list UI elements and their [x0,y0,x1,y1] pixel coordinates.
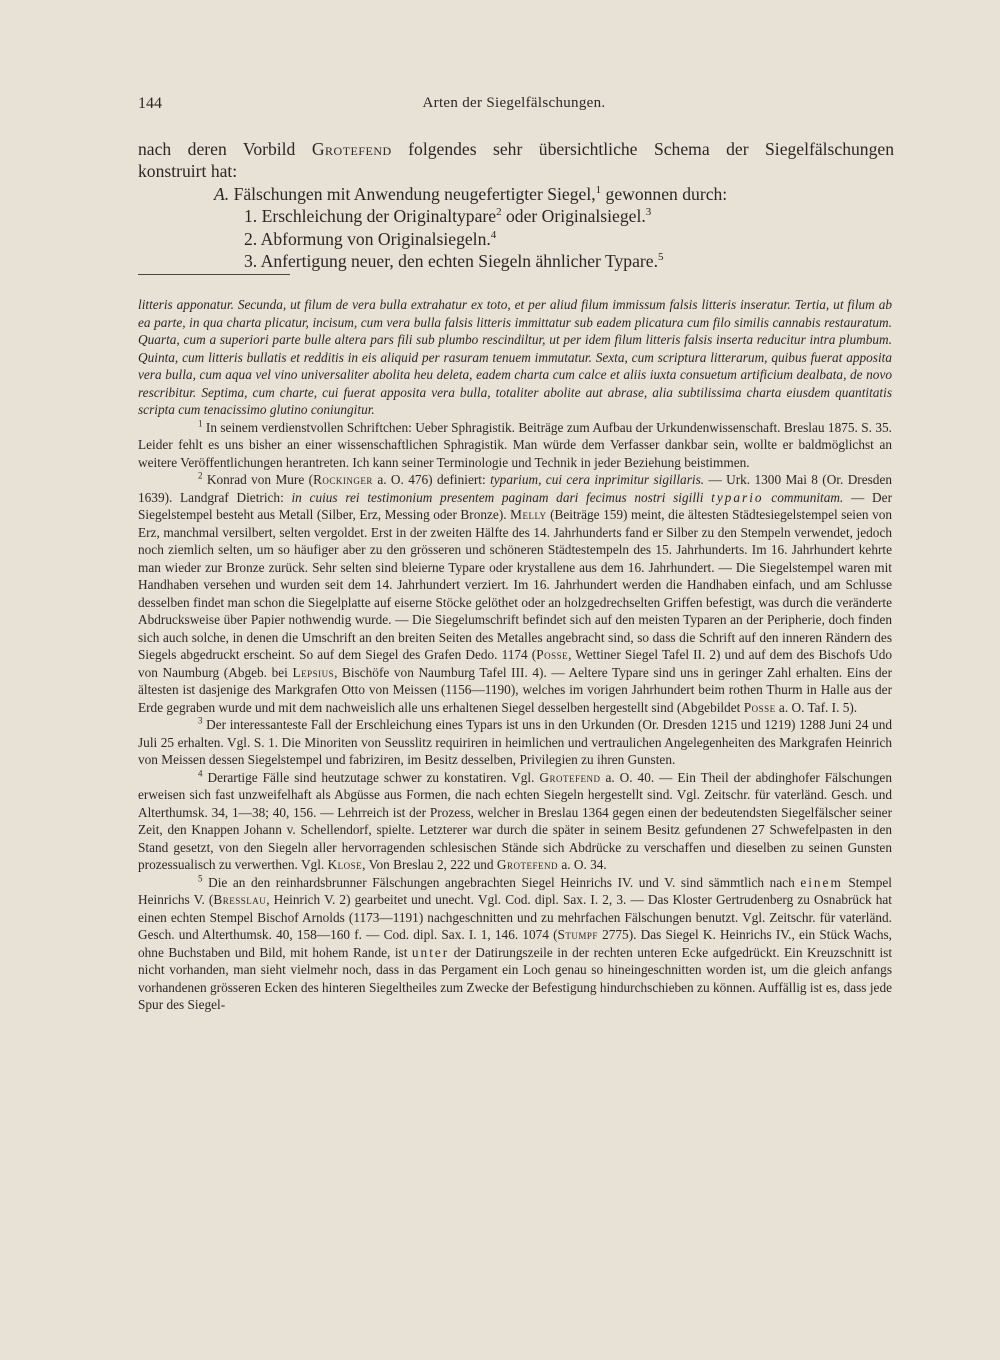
footnote-2-text-g: , Bischöfe von Naumburg Tafel III. 4). — Aeltere Typare sind uns in geringer Zahl erhalten. Eins der ältesten ist dasjenige des Markgrafen Otto von Meissen (1156—1190), welches im vorigen Jahrhundert beim rothen Thurm in Halle aus der Erde gegraben wurde und mit dem nachweislich alle uns erhaltenen Siegel desselben hergestellt sind (Abgebildet [138,664,893,715]
footnote-ref-2: 2 [496,206,502,219]
intro-line-1 [138,138,894,160]
footnote-2-latin-2: in cuius rei testimonium presentem paginam dari fecimus nostri sigilli [291,489,704,505]
intro-text-a: nach deren Vorbild [138,139,296,159]
page-header [138,95,890,119]
footnote-ref-5: 5 [657,251,664,264]
footnote-3-text: Der interessanteste Fall der Erschleichung eines Typars ist uns in den Urkunden (Or. Dresden 1215 und 1219) 1288 Juni 24 und Juli 25 erhalten. Vgl. S. 1. Die Minoriten von Seusslitz requiriren in heimlichen und vertraulichen Angelegenheiten des Markgrafen Heinrich von Meissen dessen Siegelstempel und fabriziren, im Besitz desselben, Privilegien zu ihren Gunsten. [138,717,893,767]
intro-line-2: konstruirt hat: [138,161,238,182]
footnote-4 [138,769,892,874]
footnote-4-text-d: a. O. 34. [561,857,607,872]
footnote-4-text-b: a. O. 40. — Ein Theil der abdinghofer Fälschungen erweisen sich fast unzweifelhaft als Abgüsse aus Formen, die nach echten Siegeln hergestellt sind. Vgl. Zeitschr. für vaterländ. Gesch. und Alterthumsk. 34, 1—38; 40, 156. — Lehrreich ist der Prozess, welcher in Breslau 1364 gegen einen der bedeutendsten Siegelfälscher seiner Zeit, den Knappen Johann v. Schellendorf, spielte. Letzterer war durch die später in seinem Besitz gefundenen 27 Schwefelpasten in den Stand gesetzt, von den Siegeln aller hervorragenden schlesischen Stände sich Abdrücke zu verschaffen und dieselben zu seinen Gunsten prozessualisch zu verwerthen. Vgl. [138,769,892,872]
footnote-1-text: In seinem verdienstvollen Schriftchen: Ueber Sphragistik. Beiträge zum Aufbau der Urkundenwissenschaft. Breslau 1875. S. 35. Leider fehlt es uns bisher an einer wissenschaftlichen Sphragistik. Man würde dem Verfasser dankbar sein, wollte er baldmöglichst an weitere Veröffentlichungen herantreten. Ich kann seiner Terminologie und Technik in jeder Beziehung beistimmen. [138,419,892,470]
footnote-ref-3: 3 [645,206,652,219]
footnotes [138,296,892,1014]
schema-label-a: A. [214,183,230,204]
footnote-2-latin-1: typarium, cui cera inprimitur sigillaris. [490,472,705,487]
author-grotefend: Grotefend [539,769,601,785]
footnote-5-spaced-einem: einem [800,874,843,890]
footnote-2-text-f: , Wettiner Siegel Tafel II. 2) und auf dem des Bischofs Udo von Naumburg (Abgeb. bei [138,647,892,680]
footnote-5-text-d: 2775). Das Siegel K. Heinrichs IV., ein Stück Wachs, ohne Buchstaben und Bild, mit hohem Rande, ist [138,927,893,960]
author-bresslau: Bresslau [213,892,267,907]
footnote-5-text-b: Stempel Heinrichs V. ( [138,874,892,907]
author-melly: Melly [510,507,547,522]
footnote-2-latin-typario: typario [711,489,764,505]
schema-item-1-text: 1. Erschleichung der Originaltypare [244,206,497,227]
author-name-grotefend: Grotefend [311,139,392,159]
author-stumpf: Stumpf [557,927,598,942]
intro-text-b: folgendes sehr übersichtliche Schema der Siegelfälschungen [408,139,894,159]
footnote-1 [138,419,892,472]
footnote-2-text-b: a. O. 476) definiert: [377,472,486,487]
schema-item-3 [138,250,894,272]
main-text [138,138,894,272]
footnote-5-text-c: , Heinrich V. 2) gearbeitet und unecht. Vgl. Cod. dipl. Sax. I. 2, 3. — Das Kloster Gertrudenberg zu Osnabrück hat einen echten Stempel Bischof Arnolds (1173—1191) nachgeschnitten und zu mehrfachen Fälschungen benutzt. Vgl. Zeitschr. für vaterländ. Gesch. und Alterthumsk. 40, 158—160 f. — Cod. dipl. Sax. I. 1, 146. 1074 ( [138,892,892,942]
running-title: Arten der Siegelfälschungen. [422,95,606,111]
schema-item-1 [138,205,894,227]
footnote-5-text-a: Die an den reinhardsbrunner Fälschungen angebrachten Siegel Heinrichs IV. und V. sind sämmtlich nach [208,874,795,890]
author-rockinger: Rockinger [313,472,373,487]
footnote-2-text-a: Konrad von Mure ( [206,472,314,487]
author-grotefend-2: Grotefend [496,857,558,872]
footnote-2-text-h: a. O. Taf. I. 5). [778,699,858,715]
footnote-ref-1: 1 [595,183,602,196]
author-posse-2: Posse [743,699,776,715]
footnote-4-number: 4 [198,768,203,779]
footnote-2-text-e: (Beiträge 159) meint, die ältesten Städtesiegelstempel seien von Erz, manchmal versilbert, selten vergoldet. Erst in der zweiten Hälfte des 14. Jahrhunderts fand er Silber zu den Stempeln verwendet, jedoch noch ziemlich selten, um so häufiger aber zu den grösseren und schöneren Städtestempeln des 15. Jahrhunderts. Im 16. Jahrhundert kehrte man wieder zur Bronze zurück. Sehr selten sind bleierne Typare oder krystallene aus dem 16. Jahrhundert. — Die Siegelstempel waren mit Handhaben versehen und wurden seit dem 14. Jahrhundert verziert. Im 16. Jahrhundert werden die Handhaben einfach, und am Schlusse desselben findet man schon die Siegelplatte auf eiserne Stöcke gelöthet oder an holzgedrechselten Griffen befestigt, was durch die veränderte Abdrucksweise über Papier nothwendig wurde. — Die Siegelumschrift befindet sich auf den meisten Typaren an der Peripherie, doch finden sich auch solche, in denen die Umschrift an den breiten Seiten des Metalles angebracht sind, so dass die Schrift auf den inneren Rändern des Siegels abgedruckt erscheint. So auf dem Siegel des Grafen Dedo. 1174 ( [138,507,893,662]
schema-tail-a: gewonnen durch: [605,183,728,204]
schema-item-2 [138,228,894,250]
author-posse: Posse [536,647,569,662]
schema-heading-a [138,183,894,205]
schema-text-a: Fälschungen mit Anwendung neugefertigter Siegel, [233,183,596,204]
footnote-3 [138,716,892,769]
schema-item-2-text: 2. Abformung von Originalsiegeln. [244,228,491,249]
footnote-5-spaced-unter: unter [411,944,450,960]
footnote-2-text-c: — Urk. 1300 Mai 8 (Or. Dresden 1639). Landgraf Dietrich: [138,472,893,505]
footnote-3-number: 3 [198,715,203,726]
latin-continuation: litteris apponatur. Secunda, ut filum de vera bulla extrahatur ex toto, et per aliud filum immissum falsis litteris inseratur. Tertia, ut filum ab ea parte, in qua charta plicatur, incisum, cum vera bulla falsis litteris immittatur sub eadem plicatura cum filo similis cannabis restauratum. Quarta, cum a superiori parte bulle altera pars fili sub plumbo rescindiltur, ut per idem filum litteris falsis inserta reducitur intra plumbum. Quinta, cum litteris bullatis et redditis in eis aliquid per rasuram tenuem immutatur. Sexta, cum scriptura litterarum, quibus fuerat apposita vera bulla, cum aqua vel vino universaliter abolita heu deleta, eadem charta cum calce et aliis iuxta consuetum artificium dealbata, de novo rescribitur. Septima, cum charte, cui fuerat apposita vera bulla, totaliter abolite aut abrase, alia subtilissima charta eiusdem quantitatis scripta cum tenacissimo glutino coniungitur. [138,297,892,417]
footnote-2-text-d: — Der Siegelstempel besteht aus Metall (Silber, Erz, Messing oder Bronze). [138,489,892,522]
author-lepsius: Lepsius [292,664,335,680]
footnote-4-text-c: , Von Breslau 2, 222 und [362,857,494,872]
footnote-2-number: 2 [198,470,203,481]
footnote-5 [138,874,892,1014]
footnote-4-text-a: Derartige Fälle sind heutzutage schwer zu konstatiren. Vgl. [207,769,535,785]
author-klose: Klose [327,857,363,872]
footnote-5-text-e: der Datirungszeile in der rechten unteren Ecke aufgedrückt. Ein Kreuzschnitt ist nicht vorhanden, man sieht vielmehr noch, dass in das Pergament ein Loch genau so hineingeschnitten worden ist, um die gleich anfangs vorhandenen grösseren Ecken des hinteren Siegeltheiles zum Zwecke der Befestigung hindurchschieben zu können. Auffällig ist es, dass jede Spur des Siegel- [138,944,893,1012]
footnote-2-latin-4: communitam. [771,489,844,505]
footnote-2 [138,471,892,716]
footnote-ref-4: 4 [490,228,497,241]
schema-item-3-text: 3. Anfertigung neuer, den echten Siegeln ähnlicher Typare. [244,251,658,272]
footnote-rule [138,274,290,275]
schema-item-1-text-b: oder Originalsiegel. [506,206,646,227]
footnote-5-number: 5 [198,873,203,884]
footnote-1-number: 1 [198,418,203,429]
page-number: 144 [138,95,162,112]
